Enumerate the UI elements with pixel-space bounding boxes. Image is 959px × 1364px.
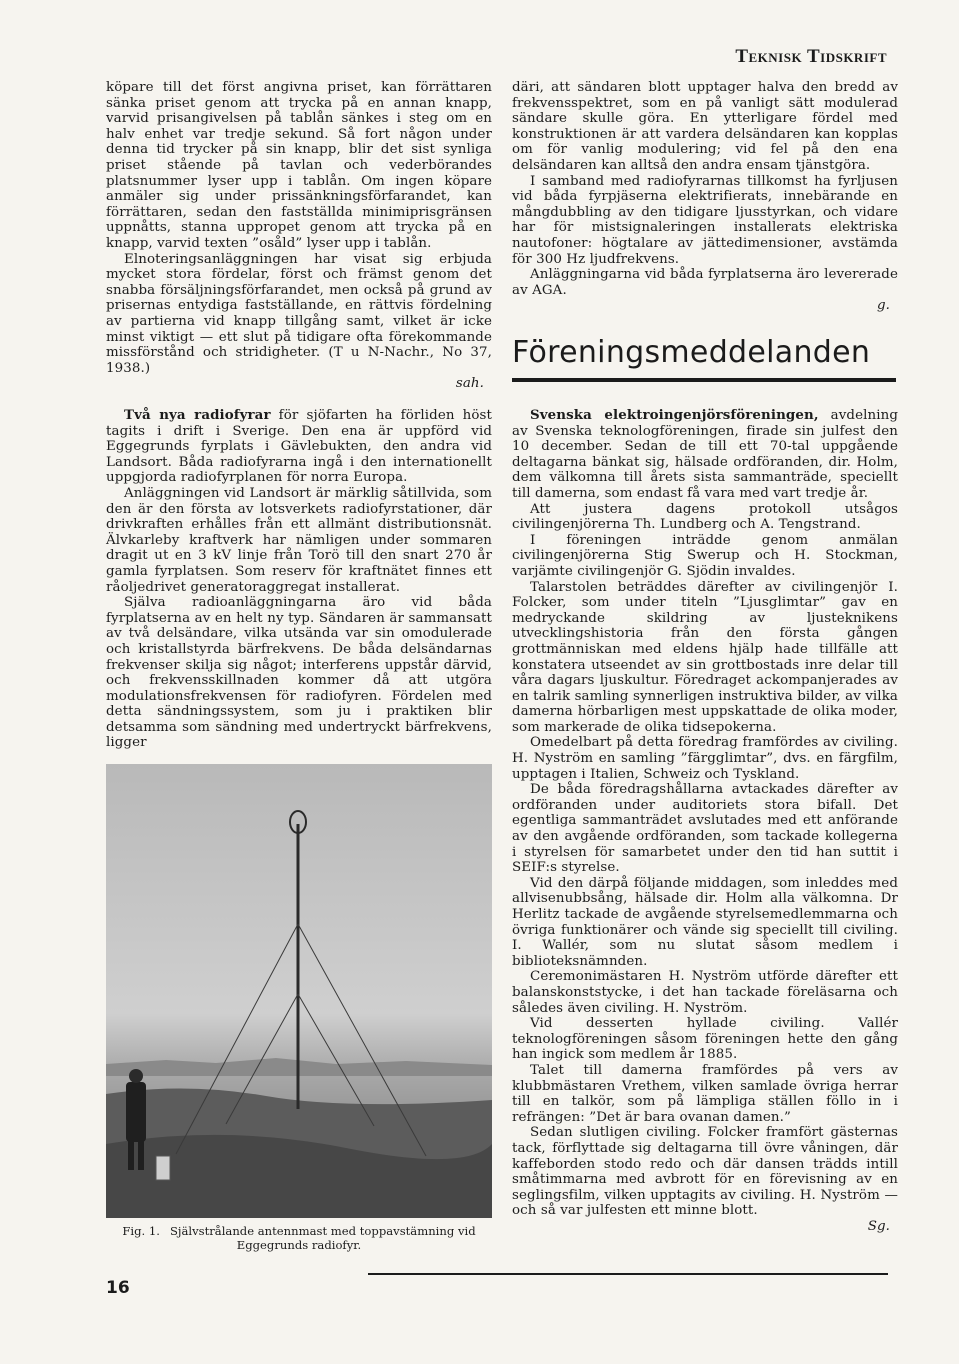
paragraph: I föreningen inträdde genom anmälan civilingenjörerna Stig Swerup och H. Stockman, varjämte civilingenjör G. Sjödin invaldes.	[512, 532, 898, 579]
paragraph	[512, 408, 898, 502]
page-number: 16	[106, 1278, 130, 1298]
footer-rule	[368, 1273, 888, 1275]
masthead: Teknisk Tidskrift	[735, 46, 887, 67]
figure-caption	[104, 1224, 494, 1252]
paragraph: Att justera dagens protokoll utsågos civilingenjörerna Th. Lundberg och A. Tengstrand.	[512, 501, 898, 533]
paragraph: köpare till det först angivna priset, kan förrättaren sänka priset genom att trycka på en annan knapp, varvid prisangivelsen på tablån sänkes i steg om en halv enhet var tredje sekund. Så fort någon under denna tid trycker på sin knapp, blir det sist synliga priset stående på tavlan och vederbörandes platsnummer lyser upp i tablån. Om ingen köpare anmäler sig under prissänkningsförfarandet, kan förrättaren, sedan den fastställda minimiprisgränsen uppnåtts, stanna uppropet genom att trycka på en knapp, varvid texten ”osåld” lyser upp i tablån.	[106, 80, 492, 251]
paragraph: Ceremonimästaren H. Nyström utförde därefter ett balanskonststycke, i det han tackade föreläsarna och således även civiling. H. Nyström.	[512, 969, 898, 1016]
paragraph: Elnoteringsanläggningen har visat sig erbjuda mycket stora fördelar, först och främst genom det snabba försäljningsförfarandet, men också på grund av prisernas entydiga fastställande, en rättvis fördelning av partierna vid knapp tillgång samt, vilket är icke minst viktigt — ett slut på tidigare ofta förekommande missförstånd och stridigheter. (T u N-Nachr., No 37, 1938.)	[106, 251, 492, 376]
lead-text: för sjöfarten ha förliden höst tagits i drift i Sverige. Den ena är uppförd vid Eggegrunds fyrplats i Gävlebukten, den andra vid Landsort. Båda radiofyrarna ingå i den internationellt uppgjorda radiofyrplanen för norra Europa.	[106, 408, 492, 486]
paragraph: Vid desserten hyllade civiling. Vallér teknologföreningen såsom föreningen hette den gång han ingick som medlem år 1885.	[512, 1016, 898, 1063]
paragraph: Anläggningen vid Landsort är märklig såtillvida, som den är den första av lotsverkets radiofyrstationer, där drivkraften erhålles från ett allmänt distributionsnät. Älvkarleby kraftverk har nämligen under sommaren dragit ut en 3 kV linje från Torö till den snart 270 år gamla fyrplatsen. Som reserv för kraftnätet finnes ett råoljedrivet generatoraggregat installerat.	[106, 485, 492, 595]
section-heading: Föreningsmeddelanden	[512, 335, 871, 370]
antenna-mast-photo	[106, 764, 492, 1218]
forening-article	[512, 408, 898, 1234]
author-signature: g.	[876, 298, 890, 314]
lead-text: avdelning av Svenska teknologföreningen, firade sin julfest den 10 december. Sedan de till ett 70-tal uppgående deltagarna bänkat sig, hälsade ordföranden, dir. Holm, dem välkomna till årets sista sammanträde, speciellt till damerna, som endast få vara med vart tredje år.	[512, 408, 899, 501]
paragraph: De båda föredragshållarna avtackades därefter av ordföranden under auditoriets stora bifall. Det egentliga sammanträdet avslutades med ett anförande av den avgående ordföranden, som tackade kollegerna i styrelsen för samarbetet under den tid han suttit i SEIF:s styrelse.	[512, 782, 898, 876]
heading-rule	[512, 378, 896, 382]
paragraph: däri, att sändaren blott upptager halva den bredd av frekvensspektret, som en på vanligt sätt modulerad sändare skulle göra. En ytterligare fördel med konstruktionen är att vardera delsändaren kan kopplas om för vanlig modulering; vid fel på den ena delsändaren kan alltså den andra ensam tjänstgöra.	[512, 80, 898, 173]
paragraph	[106, 408, 492, 486]
figure-label: Fig. 1.	[122, 1224, 160, 1238]
paragraph: Omedelbart på detta föredrag framfördes av civiling. H. Nyström en samling ”färgglimtar”, dvs. en färgfilm, upptagen i Italien, Schweiz och Tyskland.	[512, 735, 898, 782]
article-lead: Två nya radiofyrar	[124, 407, 271, 423]
paragraph: I samband med radiofyrarnas tillkomst ha fyrljusen vid båda fyrpjäserna elektrifierats, innebärande en mångdubbling av den tidigare ljusstyrkan, och vidare har för mistsignaleringen installerats elektriska nautofoner: högtalare av jättedimensioner, avstämda för 300 Hz ljudfrekvens.	[512, 173, 898, 267]
article-lead: Svenska elektroingenjörsföreningen,	[530, 407, 819, 423]
author-signature: Sg.	[867, 1218, 890, 1234]
radiofyrar-article	[106, 408, 492, 751]
paragraph: Anläggningarna vid båda fyrplatserna äro levererade av AGA.	[512, 267, 898, 298]
radiofyrar-continuation	[512, 80, 898, 314]
paragraph: Själva radioanläggningarna äro vid båda fyrplatserna av en helt ny typ. Sändaren är sammansatt av två delsändare, vilka utsända var sin omodulerade och kristallstyrda bärfrekvens. De båda delsändarnas frekvenser skilja sig något; interferens uppstår därvid, och frekvensskillnaden kommer då att utgöra modulationsfrekvensen för radiofyren. Fördelen med detta sändningssystem, som ju i praktiken blir detsamma som sändning med undertryckt bärfrekvens, ligger	[106, 595, 492, 751]
paragraph: Talarstolen beträddes därefter av civilingenjör I. Folcker, som under titeln ”Ljusglimtar” gav en medryckande skildring av ljusteknikens utvecklingshistoria från den första gången grottmänniskan med eldens hjälp hade tillfälle att konstatera utseendet av sin grottbostads inre delar till våra dagars ljuskultur. Föredraget ackompanjerades av en talrik samling synnerligen instruktiva bilder, av vilka damerna hörbarligen mest uppskattade de olika moder, som markerade de olika tidsepokerna.	[512, 579, 898, 735]
paragraph: Vid den därpå följande middagen, som inleddes med allvisenubbsång, hälsade dir. Holm alla välkomna. Dr Herlitz tackade de avgående styrelsemedlemmarna och övriga funktionärer och vände sig speciellt till civiling. I. Wallér, som nu slutat såsom medlem i biblioteksnämnden.	[512, 875, 898, 969]
paragraph: Talet till damerna framfördes på vers av klubbmästaren Vrethem, vilken samlade övriga herrar till en talkör, som på lämpliga ställen föllo in i refrängen: ”Det är bara ovanan damen.”	[512, 1062, 898, 1125]
article-continuation	[106, 80, 492, 392]
figure-caption-text: Självstrålande antennmast med toppavstämning vid Eggegrunds radiofyr.	[169, 1224, 476, 1252]
author-signature: sah.	[455, 376, 484, 392]
paragraph: Sedan slutligen civiling. Folcker framfört gästernas tack, förflyttade sig deltagarna till övre våningen, där kaffeborden stodo redo och där dansen trädds intill småtimmarna med avbrott för en förevisning av en seglingsfilm, vilken upptagits av civiling. H. Nyström — och så var julfesten ett minne blott.	[512, 1125, 898, 1219]
